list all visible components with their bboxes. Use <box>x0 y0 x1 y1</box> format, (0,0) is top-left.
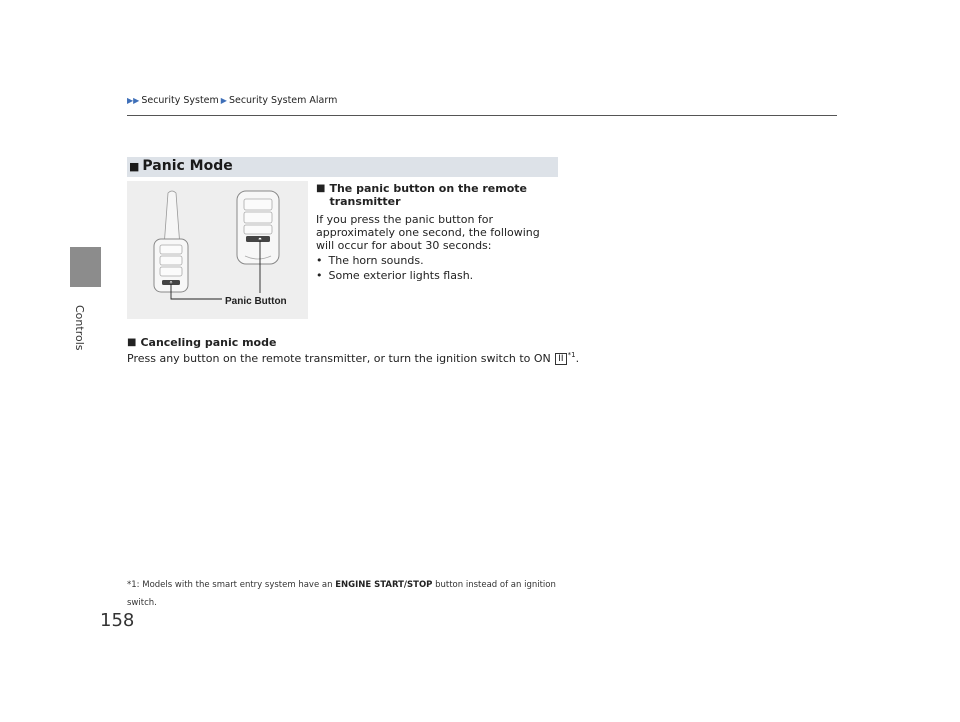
cancel-text-before: Press any button on the remote transmitter, or turn the ignition switch to ON <box>127 352 555 365</box>
cancel-text <box>127 349 587 365</box>
header-rule <box>127 115 837 116</box>
footnote-text-after: button instead of an ignition switch. <box>127 580 556 608</box>
footnote-bold-term: ENGINE START/STOP <box>335 580 433 590</box>
section-title <box>129 158 233 174</box>
section-square-icon: ■ <box>129 159 140 173</box>
heading-square-icon: ■ <box>316 183 326 194</box>
heading-square-icon: ■ <box>127 337 137 348</box>
footnote-marker: *1: <box>127 580 140 590</box>
cancel-heading-text: Canceling panic mode <box>140 336 277 349</box>
remote-illustration <box>127 181 308 319</box>
cancel-section <box>127 336 587 365</box>
bullet-item <box>316 254 560 267</box>
remote-description <box>316 182 560 282</box>
remote-heading-text: The panic button on the remote transmitter <box>329 182 527 208</box>
footnote <box>127 576 567 612</box>
breadcrumb-item-security-system[interactable]: Security System <box>141 95 219 106</box>
section-title-text: Panic Mode <box>142 158 233 174</box>
bullet-text: Some exterior lights flash. <box>328 269 474 282</box>
breadcrumb-arrow-icon: ▶▶ <box>127 96 140 105</box>
cancel-heading <box>127 336 587 349</box>
chapter-tab <box>70 247 101 287</box>
footnote-text-before: Models with the smart entry system have an <box>139 580 336 590</box>
remote-heading <box>316 182 560 208</box>
remote-intro: If you press the panic button for approximately one second, the following will occur for about 30 seconds: <box>316 213 540 252</box>
breadcrumb-arrow-icon: ▶ <box>220 96 227 105</box>
remote-transmitter-figure <box>127 181 308 319</box>
chapter-label: Controls <box>73 305 86 351</box>
breadcrumb-item-security-system-alarm[interactable]: Security System Alarm <box>228 95 338 106</box>
bullet-dot-icon: • <box>316 254 323 267</box>
breadcrumb <box>127 95 337 106</box>
footnote-ref[interactable]: *1 <box>567 351 576 359</box>
bullet-item <box>316 269 560 282</box>
ignition-key-label: II <box>555 353 566 365</box>
bullet-text: The horn sounds. <box>328 254 424 267</box>
cancel-text-after: . <box>575 352 580 365</box>
bullet-dot-icon: • <box>316 269 323 282</box>
panic-button-callout: Panic Button <box>225 296 287 307</box>
page-number: 158 <box>100 610 135 631</box>
